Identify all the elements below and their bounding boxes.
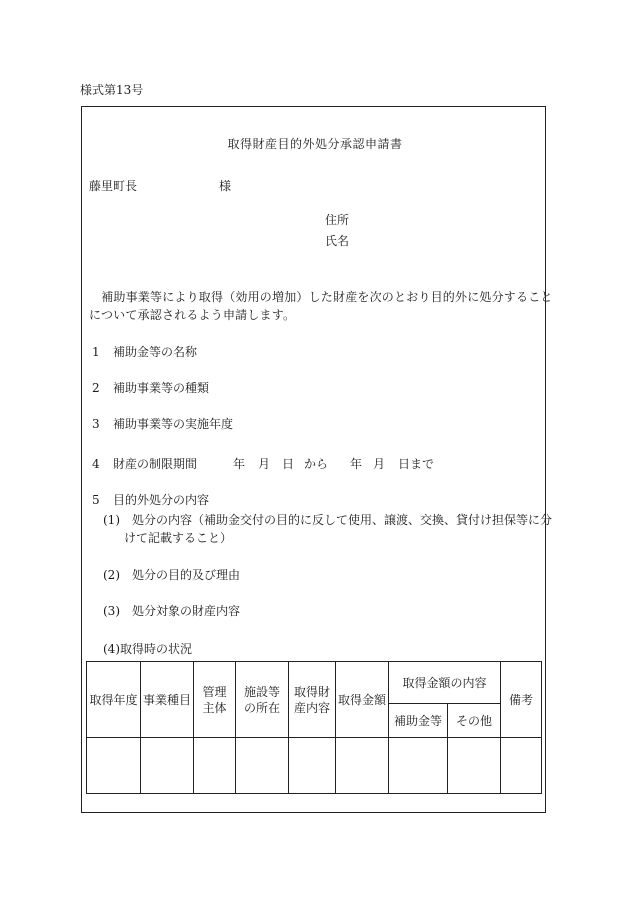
header-project-category: 事業種目 (141, 662, 194, 738)
period-day-start: 日 (282, 457, 295, 471)
item-label: 補助事業等の実施年度 (113, 417, 234, 431)
subitem-disposal-detail: (1) 処分の内容（補助金交付の目的に反して使用、譲渡、交換、貸付け担保等に分 (103, 513, 553, 527)
honorific: 様 (219, 179, 232, 193)
header-amount-breakdown: 取得金額の内容 (389, 662, 501, 704)
item-label: 目的外処分の内容 (113, 493, 210, 507)
cell-management-entity[interactable] (194, 738, 236, 794)
item-number: 3 (92, 417, 100, 431)
header-remarks: 備考 (501, 662, 542, 738)
cell-project-category[interactable] (141, 738, 194, 794)
header-acquisition-amount: 取得金額 (336, 662, 389, 738)
cell-subsidy[interactable] (389, 738, 448, 794)
acquisition-table (86, 661, 542, 794)
cell-acquisition-amount[interactable] (336, 738, 389, 794)
item-label: 財産の制限期間 (113, 457, 198, 471)
subitem-acquisition-status: (4)取得時の状況 (103, 642, 192, 656)
body-text-line-2: について承認されるよう申請します。 (89, 308, 296, 322)
table-row (87, 738, 542, 794)
item-number: 1 (92, 345, 100, 359)
period-month-start: 月 (258, 457, 271, 471)
item-project-year (92, 415, 233, 432)
header-facility-location: 施設等 の所在 (236, 662, 289, 738)
period-month-end: 月 (373, 457, 386, 471)
header-management-entity: 管理 主体 (194, 662, 236, 738)
item-label: 補助事業等の種類 (113, 381, 210, 395)
addressee: 藤里町長 (89, 179, 138, 193)
form-number: 様式第13号 (80, 83, 144, 97)
header-subsidy: 補助金等 (389, 704, 448, 738)
cell-remarks[interactable] (501, 738, 542, 794)
cell-facility-location[interactable] (236, 738, 289, 794)
document-title: 取得財産目的外処分承認申請書 (227, 137, 403, 151)
header-acquisition-year: 取得年度 (87, 662, 141, 738)
body-text-line-1: 補助事業等により取得（効用の増加）した財産を次のとおり目的外に処分すること (89, 290, 553, 304)
header-other: その他 (448, 704, 501, 738)
subitem-purpose-reason: (2) 処分の目的及び理由 (103, 568, 240, 582)
address-label: 住所 (325, 213, 350, 227)
item-number: 2 (92, 381, 100, 395)
period-day-end: 日まで (398, 457, 435, 471)
item-subsidy-name (92, 343, 197, 360)
item-project-type (92, 379, 209, 396)
period-year-end: 年 (350, 457, 363, 471)
subitem-disposal-detail-cont: けて記載すること） (124, 531, 233, 545)
period-year-start: 年 (233, 457, 246, 471)
item-disposal-content (92, 491, 209, 508)
header-asset-content: 取得財 産内容 (289, 662, 336, 738)
item-number: 5 (92, 493, 100, 507)
subitem-asset-content: (3) 処分対象の財産内容 (103, 604, 240, 618)
cell-acquisition-year[interactable] (87, 738, 141, 794)
item-number: 4 (92, 457, 100, 471)
cell-other[interactable] (448, 738, 501, 794)
item-label: 補助金等の名称 (113, 345, 198, 359)
item-restriction-period (92, 455, 197, 472)
cell-asset-content[interactable] (289, 738, 336, 794)
name-label: 氏名 (325, 234, 350, 248)
period-from: から (304, 457, 329, 471)
